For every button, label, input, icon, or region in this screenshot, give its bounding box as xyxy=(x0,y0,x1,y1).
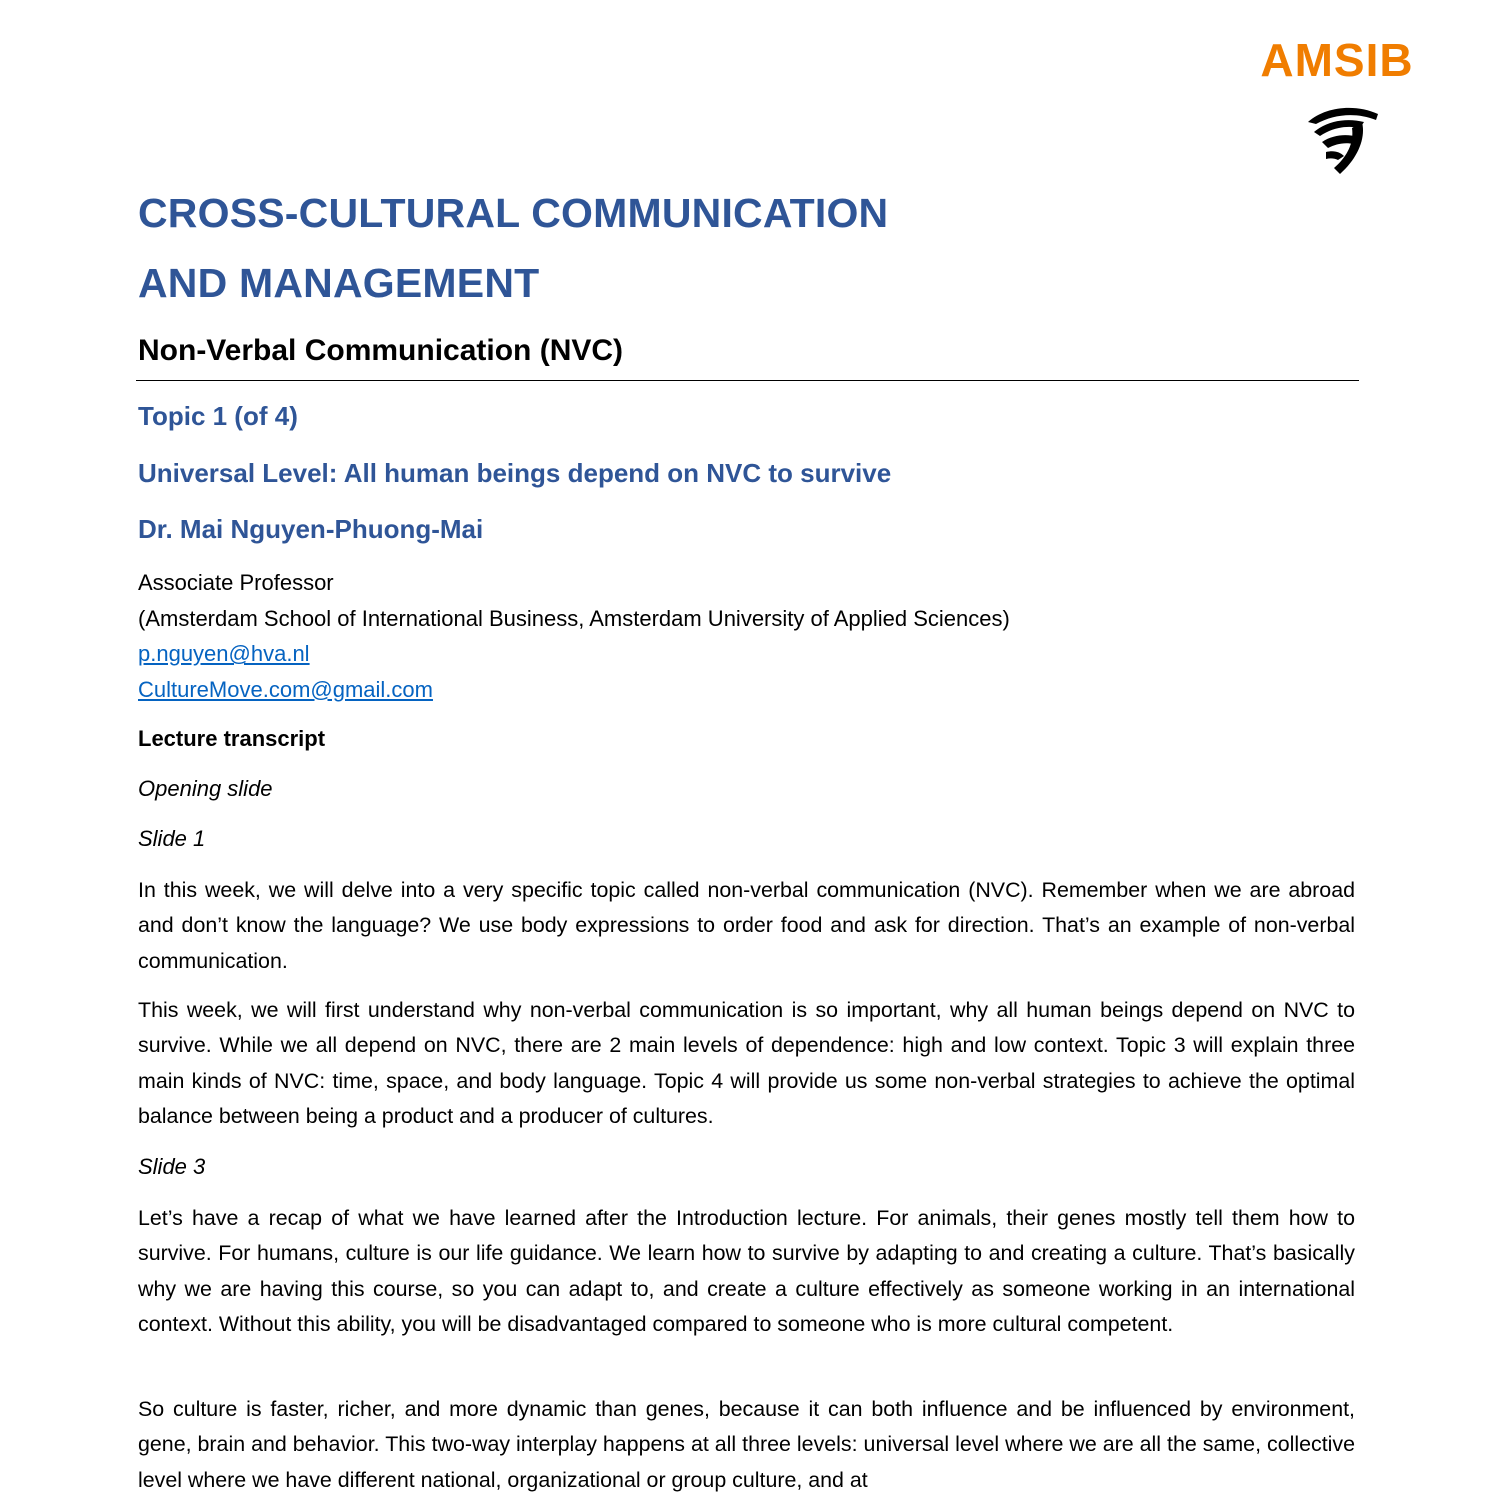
author-affiliation: (Amsterdam School of International Business, Amsterdam University of Applied Sciences) xyxy=(138,605,1010,631)
document-subtitle: Non-Verbal Communication (NVC) xyxy=(138,334,624,367)
slide-1-paragraph-2: This week, we will first understand why non-verbal communication is so important, why all human beings depend on NVC to survive. While we all depend on NVC, there are 2 main levels of dependence: high and low context. Topic 3 will explain three main kinds of NVC: time, space, and body language. Topic 4 will provide us some non-verbal strategies to achieve the optimal balance between being a product and a producer of cultures. xyxy=(138,998,1355,1129)
amsib-swoosh-logo-icon xyxy=(1304,104,1380,176)
title-line-1: CROSS-CULTURAL COMMUNICATION xyxy=(138,190,889,236)
amsib-logo xyxy=(1240,34,1434,86)
horizontal-divider xyxy=(136,380,1359,381)
email-link-gmail[interactable]: CultureMove.com@gmail.com xyxy=(138,676,433,702)
slide-3-label: Slide 3 xyxy=(138,1154,206,1179)
slide-1-label: Slide 1 xyxy=(138,826,206,851)
slide-1-paragraph-1: In this week, we will delve into a very specific topic called non-verbal communication (NVC). Remember when we are abroad and don’t know the language? We use body expressions to order food and ask for direction. That’s an example of non-verbal communication. xyxy=(138,878,1355,973)
lecture-transcript-label: Lecture transcript xyxy=(138,726,326,751)
author-contact-block xyxy=(138,565,1010,707)
title-line-2: AND MANAGEMENT xyxy=(138,260,540,306)
level-heading: Universal Level: All human beings depend on NVC to survive xyxy=(138,458,892,488)
opening-slide-label: Opening slide xyxy=(138,776,273,801)
author-title: Associate Professor xyxy=(138,570,334,595)
author-heading: Dr. Mai Nguyen-Phuong-Mai xyxy=(138,514,484,544)
slide-3-paragraph-1: Let’s have a recap of what we have learned after the Introduction lecture. For animals, their genes mostly tell them how to survive. For humans, culture is our life guidance. We learn how to survive by adapting to and creating a culture. That’s basically why we are having this course, so you can adapt to, and create a culture effectively as someone working in an international context. Without this ability, you will be disadvantaged compared to someone who is more cultural competent. xyxy=(138,1206,1355,1337)
amsib-logo-text: AMSIB xyxy=(1260,34,1414,86)
email-link-hva[interactable]: p.nguyen@hva.nl xyxy=(138,641,310,667)
document-title xyxy=(138,178,888,318)
topic-heading: Topic 1 (of 4) xyxy=(138,401,298,431)
slide-3-paragraph-2: So culture is faster, richer, and more dynamic than genes, because it can both influence and be influenced by environment, gene, brain and behavior. This two-way interplay happens at all three levels: universal level where we are all the same, collective level where we have different national, organizational or group culture, and at xyxy=(138,1397,1355,1492)
